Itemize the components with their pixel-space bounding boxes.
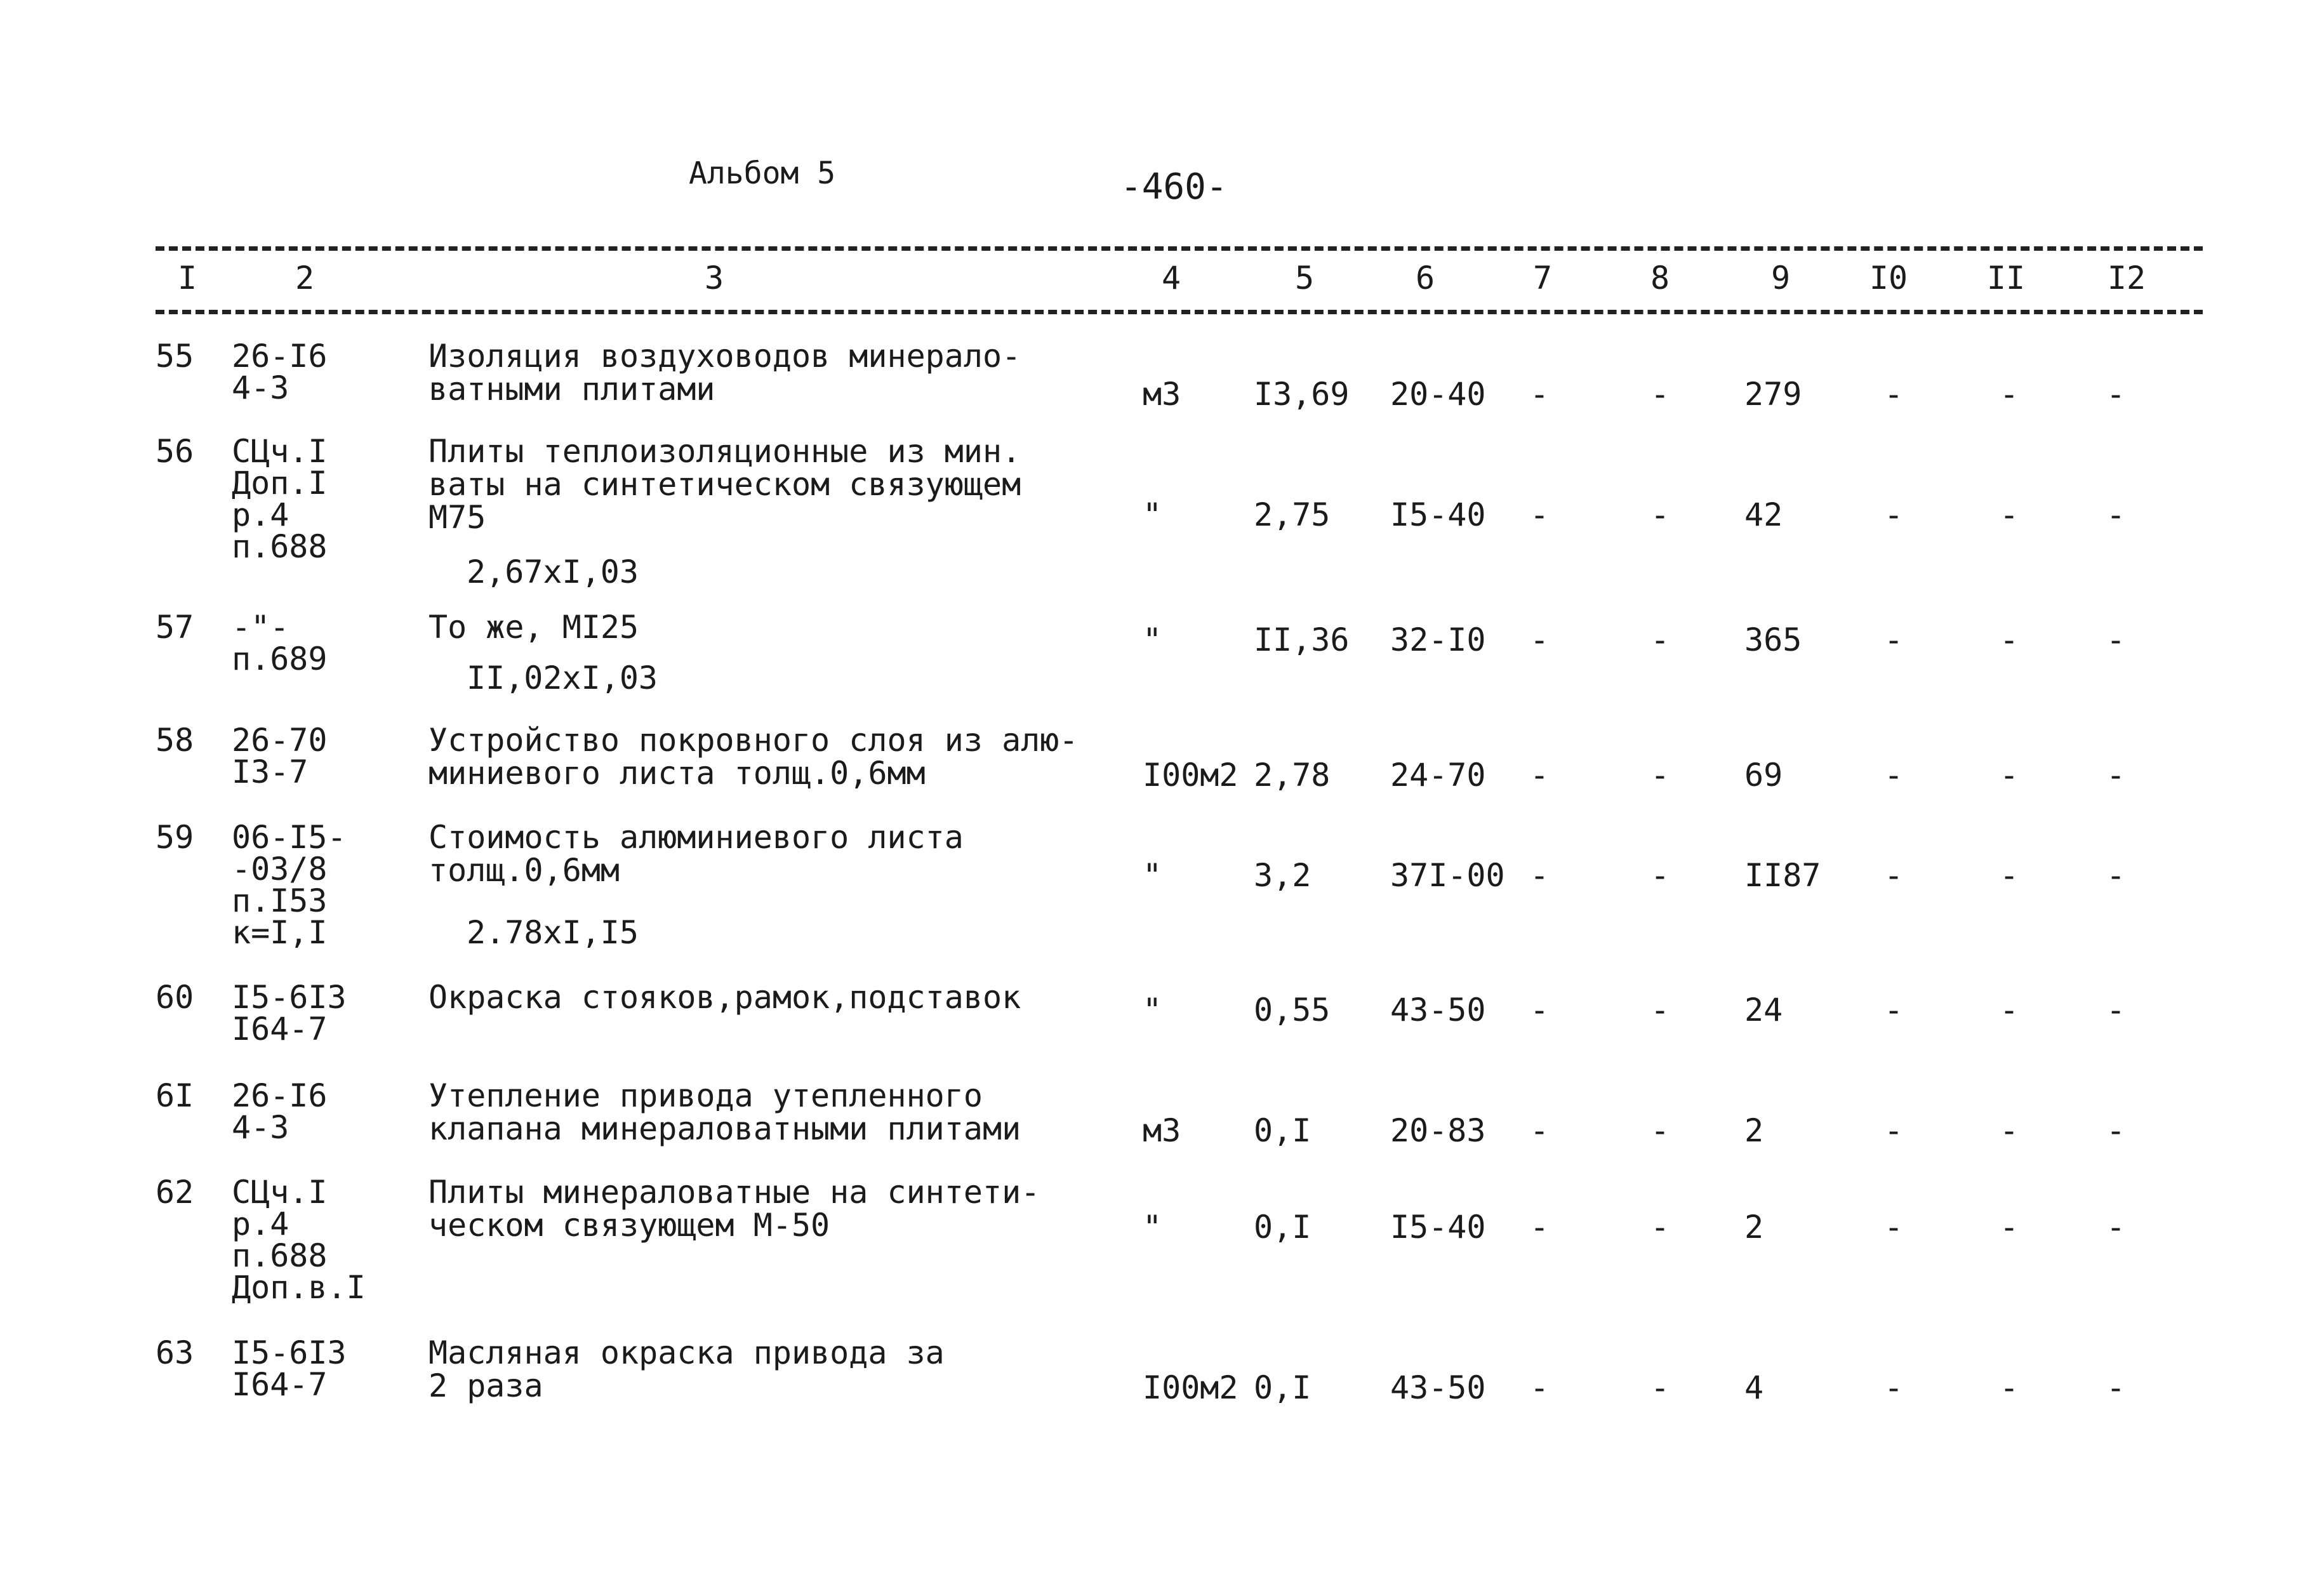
description-line: ватными плитами: [428, 371, 715, 408]
col7-cell: -: [1530, 496, 1550, 533]
norm-code-line: -03/8: [232, 851, 328, 887]
col10-cell: -: [1884, 857, 1904, 894]
col8-cell: -: [1650, 1209, 1670, 1246]
col7-cell: -: [1530, 757, 1550, 794]
total-cell: 69: [1744, 757, 1783, 794]
col11-cell: -: [2000, 496, 2019, 533]
column-header-1: I: [177, 260, 197, 296]
norm-code-line: 26-I6: [232, 1077, 328, 1114]
col8-cell: -: [1650, 992, 1670, 1028]
norm-code-line: п.688: [232, 528, 328, 565]
col10-cell: -: [1884, 757, 1904, 794]
description-line: Стоимость алюминиевого листа: [428, 819, 964, 856]
description-line: Плиты теплоизоляционные из мин.: [428, 433, 1021, 470]
unit-cell: м3: [1143, 1112, 1181, 1149]
col12-cell: -: [2106, 992, 2126, 1028]
norm-code-line: Доп.в.I: [232, 1269, 366, 1306]
page-number: -460-: [1120, 166, 1228, 208]
norm-code-line: р.4: [232, 496, 289, 533]
col8-cell: -: [1650, 496, 1670, 533]
col11-cell: -: [2000, 1209, 2019, 1246]
col12-cell: -: [2106, 376, 2126, 413]
col11-cell: -: [2000, 992, 2019, 1028]
unit-cell: ": [1143, 496, 1162, 533]
description-line: миниевого листа толщ.0,6мм: [428, 755, 926, 792]
column-header-12: I2: [2107, 260, 2146, 296]
table-header-rule: [156, 310, 2203, 314]
col10-cell: -: [1884, 1112, 1904, 1149]
norm-code-line: Доп.I: [232, 465, 328, 502]
norm-code-line: к=I,I: [232, 914, 328, 951]
total-cell: 4: [1744, 1369, 1764, 1406]
price-cell: 37I-00: [1390, 857, 1505, 894]
col8-cell: -: [1650, 857, 1670, 894]
description-line: Окраска стояков,рамок,подставок: [428, 979, 1021, 1016]
unit-cell: ": [1143, 992, 1162, 1028]
row-number: 60: [156, 979, 194, 1016]
description-line: клапана минераловатными плитами: [428, 1110, 1021, 1147]
description-line: М75: [428, 499, 486, 536]
norm-code-line: п.I53: [232, 882, 328, 919]
row-number: 57: [156, 609, 194, 646]
unit-cell: ": [1143, 857, 1162, 894]
row-number: 62: [156, 1174, 194, 1211]
unit-cell: м3: [1143, 376, 1181, 413]
norm-code-line: I3-7: [232, 754, 309, 790]
column-header-11: II: [1986, 260, 2026, 296]
price-cell: I5-40: [1390, 496, 1486, 533]
price-cell: 43-50: [1390, 992, 1486, 1028]
description-line: ческом связующем М-50: [428, 1207, 830, 1244]
row-number: 59: [156, 819, 194, 856]
col7-cell: -: [1530, 1112, 1550, 1149]
description-line: Плиты минераловатные на синтети-: [428, 1174, 1040, 1211]
price-cell: I5-40: [1390, 1209, 1486, 1246]
norm-code-line: п.689: [232, 641, 328, 677]
description-line: Изоляция воздуховодов минерало-: [428, 338, 1021, 375]
norm-code-line: I64-7: [232, 1011, 328, 1047]
norm-code-line: п.688: [232, 1237, 328, 1274]
col7-cell: -: [1530, 992, 1550, 1028]
col12-cell: -: [2106, 757, 2126, 794]
quantity-cell: 3,2: [1254, 857, 1311, 894]
album-label: Альбом 5: [689, 156, 836, 191]
norm-code-line: р.4: [232, 1206, 289, 1242]
total-cell: 2: [1744, 1112, 1764, 1149]
unit-cell: I00м2: [1143, 1369, 1238, 1406]
quantity-cell: I3,69: [1254, 376, 1350, 413]
col10-cell: -: [1884, 1209, 1904, 1246]
col12-cell: -: [2106, 621, 2126, 658]
column-header-7: 7: [1532, 260, 1553, 296]
quantity-cell: 0,I: [1254, 1209, 1311, 1246]
row-number: 55: [156, 338, 194, 375]
total-cell: 42: [1744, 496, 1783, 533]
quantity-cell: 0,I: [1254, 1112, 1311, 1149]
col7-cell: -: [1530, 1209, 1550, 1246]
row-number: 58: [156, 722, 194, 759]
col8-cell: -: [1650, 1369, 1670, 1406]
calculation-note: 2.78хI,I5: [467, 914, 639, 951]
col11-cell: -: [2000, 757, 2019, 794]
total-cell: 24: [1744, 992, 1783, 1028]
description-line: толщ.0,6мм: [428, 852, 620, 889]
table-top-rule: [156, 246, 2203, 251]
description-line: Масляная окраска привода за: [428, 1334, 945, 1371]
row-number: 6I: [156, 1077, 194, 1114]
col8-cell: -: [1650, 376, 1670, 413]
col8-cell: -: [1650, 1112, 1670, 1149]
norm-code-line: I5-6I3: [232, 1334, 347, 1371]
description-line: ваты на синтетическом связующем: [428, 466, 1021, 503]
norm-code-line: I5-6I3: [232, 979, 347, 1016]
column-header-3: 3: [704, 260, 724, 296]
column-header-9: 9: [1770, 260, 1791, 296]
unit-cell: ": [1143, 1209, 1162, 1246]
col12-cell: -: [2106, 1369, 2126, 1406]
col11-cell: -: [2000, 1369, 2019, 1406]
quantity-cell: II,36: [1254, 621, 1350, 658]
norm-code-line: 06-I5-: [232, 819, 347, 856]
col7-cell: -: [1530, 621, 1550, 658]
norm-code-line: 4-3: [232, 1109, 289, 1146]
description-line: 2 раза: [428, 1367, 543, 1404]
norm-code-line: 26-I6: [232, 338, 328, 375]
col7-cell: -: [1530, 857, 1550, 894]
norm-code-line: СЦч.I: [232, 433, 328, 470]
total-cell: 279: [1744, 376, 1802, 413]
unit-cell: I00м2: [1143, 757, 1238, 794]
total-cell: 2: [1744, 1209, 1764, 1246]
calculation-note: II,02хI,03: [467, 660, 658, 696]
norm-code-line: -"-: [232, 609, 289, 646]
col12-cell: -: [2106, 857, 2126, 894]
norm-code-line: 26-70: [232, 722, 328, 759]
price-cell: 20-83: [1390, 1112, 1486, 1149]
column-header-4: 4: [1161, 260, 1181, 296]
column-header-8: 8: [1650, 260, 1670, 296]
quantity-cell: 0,55: [1254, 992, 1331, 1028]
row-number: 56: [156, 433, 194, 470]
col10-cell: -: [1884, 1369, 1904, 1406]
total-cell: II87: [1744, 857, 1821, 894]
row-number: 63: [156, 1334, 194, 1371]
col12-cell: -: [2106, 496, 2126, 533]
column-header-5: 5: [1294, 260, 1315, 296]
price-cell: 43-50: [1390, 1369, 1486, 1406]
norm-code-line: I64-7: [232, 1366, 328, 1403]
description-line: Утепление привода утепленного: [428, 1077, 983, 1114]
col11-cell: -: [2000, 1112, 2019, 1149]
total-cell: 365: [1744, 621, 1802, 658]
price-cell: 32-I0: [1390, 621, 1486, 658]
col7-cell: -: [1530, 376, 1550, 413]
column-header-2: 2: [295, 260, 315, 296]
col11-cell: -: [2000, 376, 2019, 413]
calculation-note: 2,67хI,03: [467, 554, 639, 590]
col11-cell: -: [2000, 857, 2019, 894]
col10-cell: -: [1884, 992, 1904, 1028]
price-cell: 24-70: [1390, 757, 1486, 794]
price-cell: 20-40: [1390, 376, 1486, 413]
col10-cell: -: [1884, 621, 1904, 658]
col10-cell: -: [1884, 376, 1904, 413]
column-header-6: 6: [1415, 260, 1435, 296]
column-header-10: I0: [1869, 260, 1908, 296]
col12-cell: -: [2106, 1209, 2126, 1246]
norm-code-line: СЦч.I: [232, 1174, 328, 1211]
quantity-cell: 2,75: [1254, 496, 1331, 533]
col8-cell: -: [1650, 757, 1670, 794]
col11-cell: -: [2000, 621, 2019, 658]
quantity-cell: 2,78: [1254, 757, 1331, 794]
col12-cell: -: [2106, 1112, 2126, 1149]
col8-cell: -: [1650, 621, 1670, 658]
quantity-cell: 0,I: [1254, 1369, 1311, 1406]
description-line: Устройство покровного слоя из алю-: [428, 722, 1079, 759]
col10-cell: -: [1884, 496, 1904, 533]
norm-code-line: 4-3: [232, 369, 289, 406]
col7-cell: -: [1530, 1369, 1550, 1406]
description-line: То же, МI25: [428, 609, 639, 646]
unit-cell: ": [1143, 621, 1162, 658]
